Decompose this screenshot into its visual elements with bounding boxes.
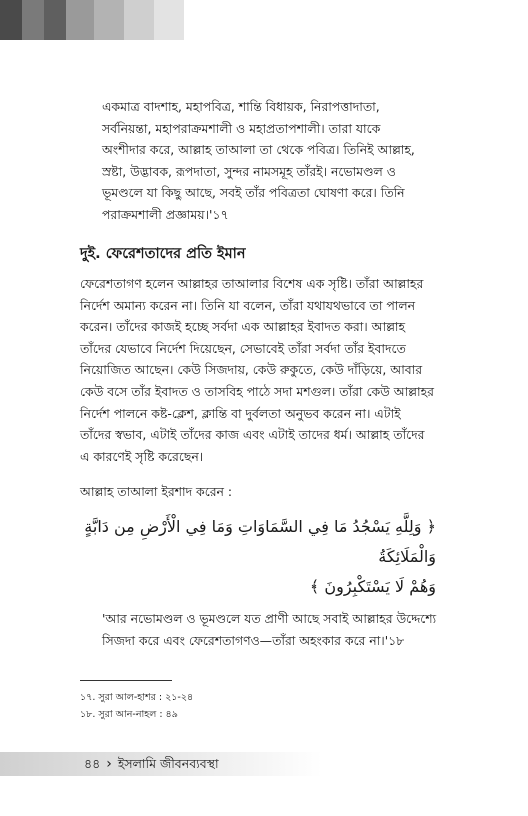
header-bar [22, 0, 44, 40]
arabic-line: ﴿ وَلِلَّهِ يَسْجُدُ مَا فِي السَّمَاوَاتِ وَمَا فِي الْأَرْضِ مِن دَابَّةٍ وَالْمَلَائِكَةُ [84, 517, 436, 567]
quote-line: ভূমণ্ডলে যা কিছু আছে, সবই তাঁর পবিত্রতা ঘোষণা করে। তিনি [102, 185, 405, 200]
page-footer [84, 752, 219, 776]
header-bar [66, 0, 94, 40]
translation-line: সিজদা করে এবং ফেরেশতাগণও—তাঁরা অহংকার করে না।'১৮ [102, 632, 405, 648]
header-bar [124, 0, 154, 40]
body-line: করেন। তাঁদের কাজই হচ্ছে সর্বদা এক আল্লাহর ইবাদত করা। আল্লাহ [80, 319, 406, 335]
quote-line: অংশীদার করে, আল্লাহ তাআলা তা থেকে পবিত্র। তিনিই আল্লাহ, [102, 142, 415, 157]
footnote: ১৮. সুরা আন-নাহল : ৪৯ [80, 709, 178, 720]
translation-line: 'আর নভোমণ্ডল ও ভূমণ্ডলে যত প্রাণী আছে সবাই আল্লাহর উদ্দেশ্যে [102, 611, 437, 627]
header-bar [44, 0, 66, 40]
body-line: এ কারণেই সৃষ্টি করেছেন। [80, 448, 204, 464]
body-line: তাঁদের যেভাবে নির্দেশ দিয়েছেন, সেভাবেই তাঁরা সর্বদা তাঁর ইবাদতে [80, 340, 406, 356]
footnotes [80, 689, 193, 723]
verse-translation [80, 608, 456, 651]
quote-block [80, 96, 456, 225]
section-heading: দুই. ফেরেশতাদের প্রতি ইমান [80, 246, 246, 262]
body-line: নির্দেশ পালনে কষ্ট-ক্লেশ, ক্লান্তি বা দুর্বলতা অনুভব করেন না। এটাই [80, 405, 401, 421]
body-line: নিয়োজিত আছেন। কেউ সিজদায়, কেউ রুকুতে, কেউ দাঁড়িয়ে, আবার [80, 362, 423, 378]
header-bar [94, 0, 124, 40]
footnote: ১৭. সুরা আল-হাশর : ২১-২৪ [80, 692, 194, 703]
quote-line: স্রষ্টা, উদ্ভাবক, রূপদাতা, সুন্দর নামসমূহ তাঁরই। নভোমণ্ডল ও [102, 163, 396, 179]
arabic-line: وَهُمْ لَا يَسْتَكْبِرُونَ ﴾ [309, 577, 436, 597]
arabic-verse [80, 512, 456, 602]
header-bar [0, 0, 22, 40]
body-paragraph [80, 273, 456, 467]
footnote-divider [80, 680, 172, 681]
quote-line: একমাত্র বাদশাহ, মহাপবিত্র, শান্তি বিধায়ক, নিরাপত্তাদাতা, [102, 99, 380, 114]
header-decoration-bars [0, 0, 184, 40]
book-title: ইসলামি জীবনব্যবস্থা [117, 756, 219, 771]
body-line: ফেরেশতাগণ হলেন আল্লাহর তাআলার বিশেষ এক সৃষ্টি। তাঁরা আল্লাহর [80, 276, 424, 291]
quote-line: পরাক্রমশালী প্রজ্ঞাময়।'১৭ [102, 206, 229, 222]
page-content [80, 96, 456, 651]
chevron-right-icon: › [106, 756, 112, 772]
page-number: ৪৪ [84, 756, 101, 771]
body-line: তাঁদের স্বভাব, এটাই তাঁদের কাজ এবং এটাই তাদের ধর্ম। আল্লাহ তাঁদের [80, 427, 425, 443]
quote-line: সর্বনিয়ন্তা, মহাপরাক্রমশালী ও মহাপ্রতাপশালী। তারা যাকে [102, 120, 381, 136]
header-bar [154, 0, 184, 40]
body-line: কেউ বসে তাঁর ইবাদত ও তাসবিহ পাঠে সদা মশগুল। তাঁরা কেউ আল্লাহর [80, 383, 434, 399]
verse-intro: আল্লাহ তাআলা ইরশাদ করেন : [80, 484, 233, 500]
body-line: নির্দেশ অমান্য করেন না। তিনি যা বলেন, তাঁরা যথাযথভাবে তা পালন [80, 297, 416, 313]
